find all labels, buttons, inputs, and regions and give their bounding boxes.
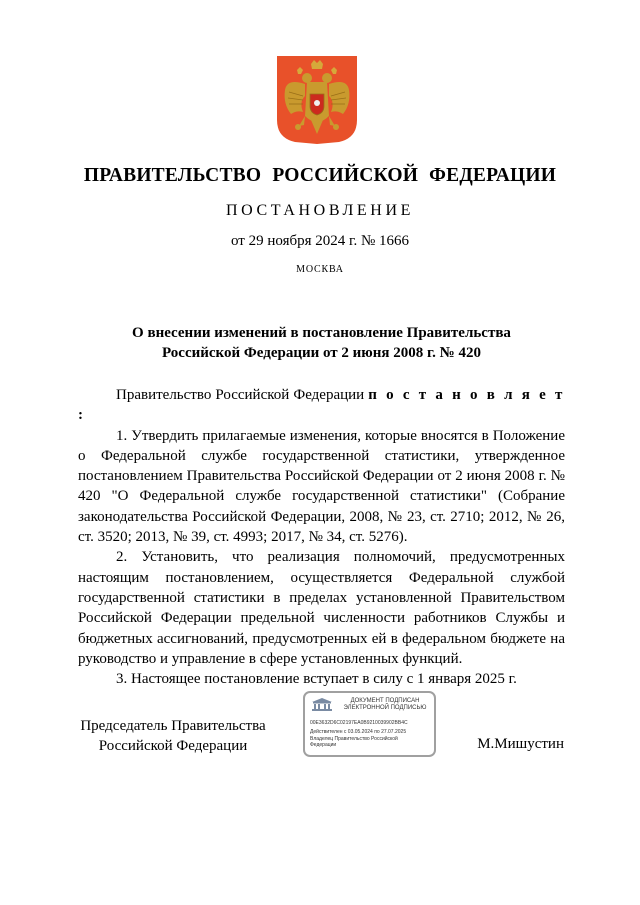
document-subject — [78, 323, 565, 363]
intro-text: Правительство Российской Федерации — [116, 387, 369, 403]
government-building-icon — [311, 697, 333, 711]
intro-keyword: п о с т а н о в л я е т : — [78, 387, 565, 424]
subject-line-2: Российской Федерации от 2 июня 2008 г. № 420 — [162, 345, 481, 361]
stamp-title-line-1: ДОКУМЕНТ ПОДПИСАН — [350, 698, 420, 704]
stamp-owner-line-1: Владелец Правительство Российской — [310, 736, 398, 742]
stamp-serial: 00E3632D6C02197EA0B9210039902BB4C — [310, 720, 408, 726]
signatory-position — [78, 716, 268, 756]
electronic-signature-stamp — [303, 691, 436, 757]
paragraph-item-3: 3. Настоящее постановление вступает в силу с 1 января 2025 г. — [116, 671, 517, 688]
paragraph-item-1: 1. Утвердить прилагаемые изменения, которые вносятся в Положение о Федеральной службе государственной статистики, утвержденное постановлением Правительства Российской Федерации от 2 июня 2008 г. № 420 "О Федеральной службе государственной статистики" (Собрание законодательства Российской Федерации, 2008, № 23, ст. 2710; 2012, № 26, ст. 3520; 2013, № 39, ст. 4993; 2017, № 34, ст. 5276). — [78, 427, 565, 546]
document-date-number: от 29 ноября 2024 г. № 1666 — [230, 233, 410, 249]
coat-of-arms-icon — [277, 56, 357, 144]
paragraph-item-2: 2. Установить, что реализация полномочий, предусмотренных настоящим постановлением, осуществляется Федеральной службой государственной статистики в пределах установленной Правительством Российской Федерации предельной численности работников Службы и бюджетных ассигнований, предусмотренных ей в федеральном бюджете на руководство и управление в сфере установленных функций. — [78, 549, 565, 667]
subject-line-1: О внесении изменений в постановление Правительства — [132, 325, 511, 341]
stamp-title-line-2: ЭЛЕКТРОННОЙ ПОДПИСЬЮ — [343, 705, 427, 711]
document-type: ПОСТАНОВЛЕНИЕ — [226, 202, 414, 219]
stamp-title — [337, 698, 433, 712]
signatory-position-line-2: Российской Федерации — [98, 738, 248, 754]
intro-paragraph — [78, 385, 565, 426]
document-city: МОСКВА — [296, 264, 344, 275]
stamp-validity: Действителен с 03.05.2024 по 27.07.2025 — [310, 729, 407, 735]
signatory-name: М.Мишустин — [477, 736, 564, 752]
signatory-position-line-1: Председатель Правительства — [80, 718, 266, 734]
document-body — [78, 385, 565, 689]
stamp-owner-line-2: Федерации — [310, 742, 337, 748]
government-title: ПРАВИТЕЛЬСТВО РОССИЙСКОЙ ФЕДЕРАЦИИ — [83, 165, 557, 186]
